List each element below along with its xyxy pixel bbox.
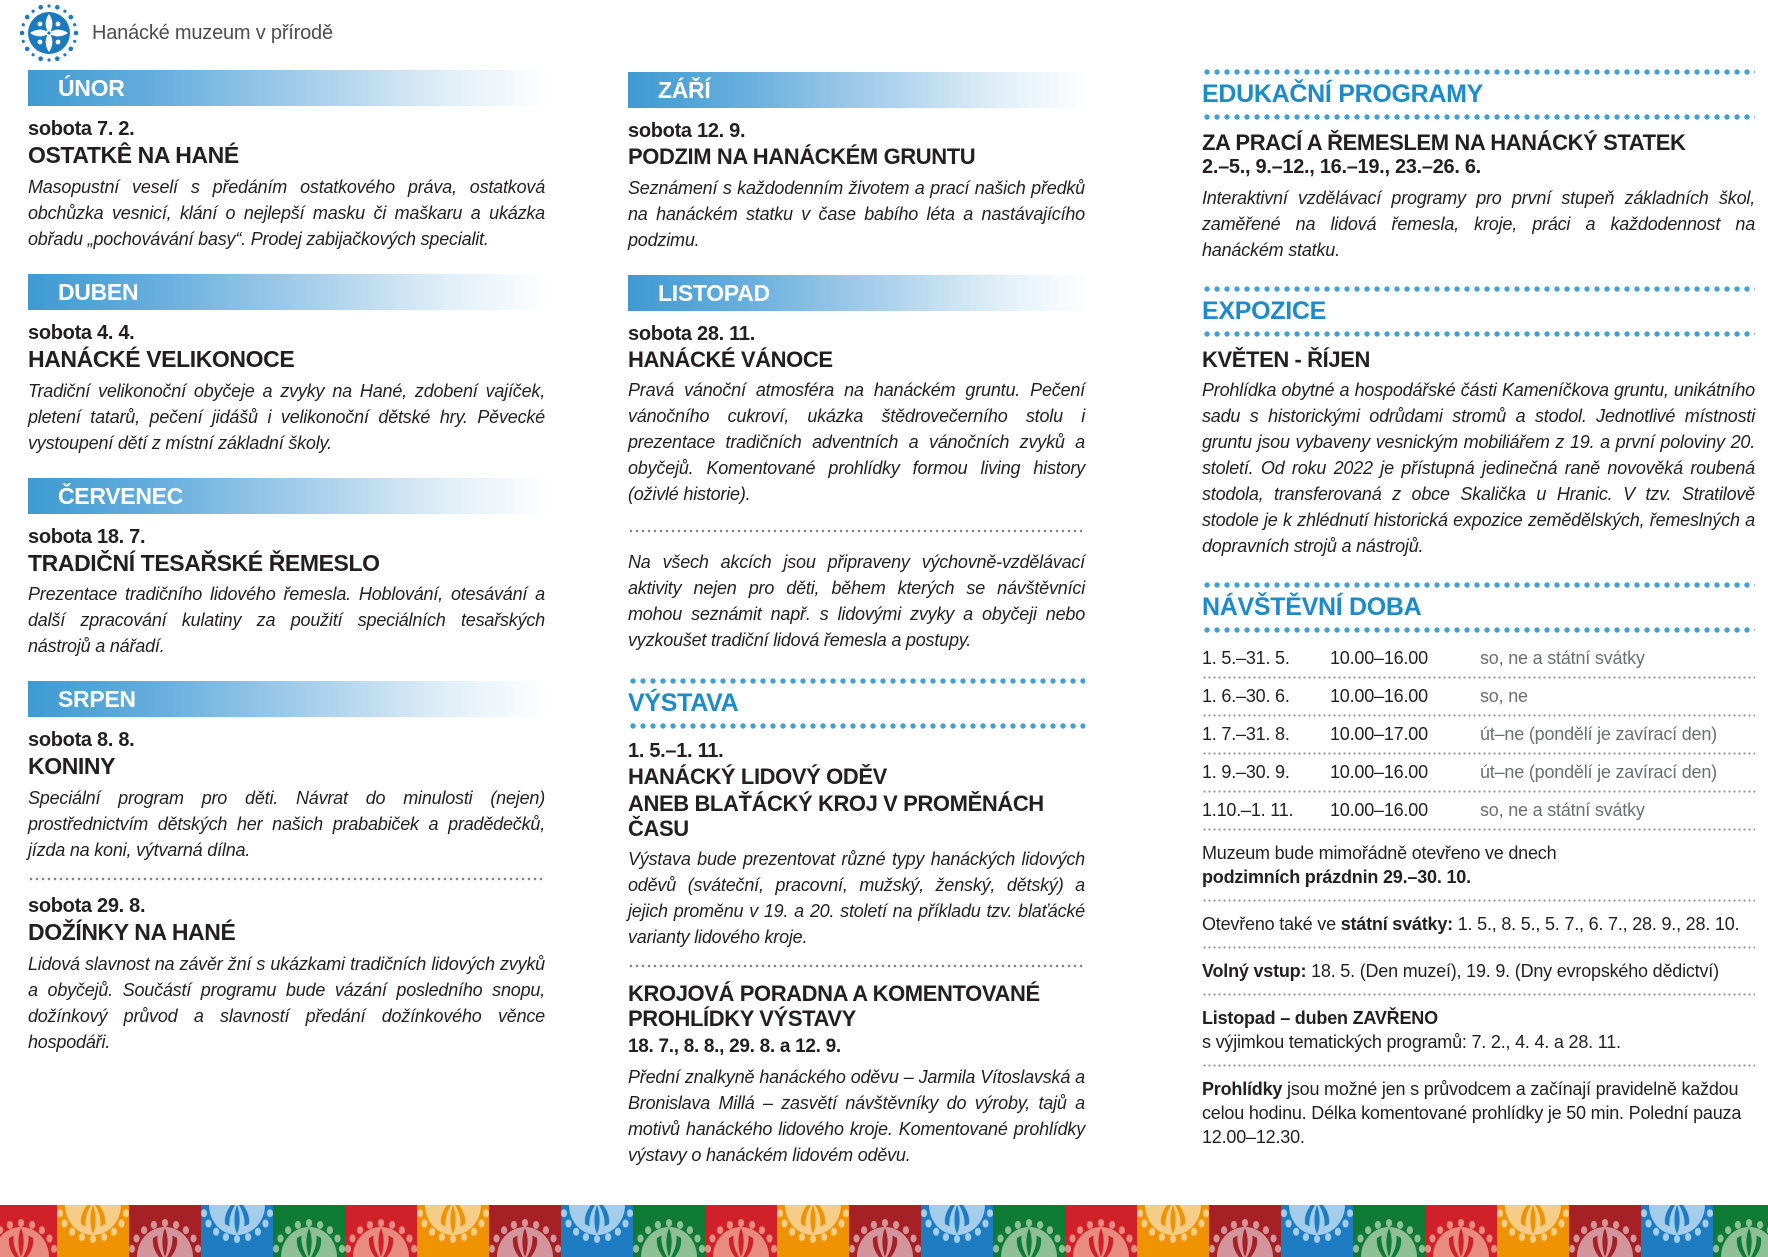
brand-title: Hanácké muzeum v přírodě xyxy=(92,21,333,44)
folk-flower-icon xyxy=(1425,1205,1497,1257)
event-date: sobota 18. 7. xyxy=(28,525,146,548)
blue-dots-border xyxy=(628,677,1085,685)
event-title: OSTATKÊ NA HANÉ xyxy=(28,142,239,168)
folk-ornament-tile-blue xyxy=(201,1205,273,1257)
month-label: DUBEN xyxy=(58,278,139,305)
visiting-notes xyxy=(1202,841,1755,1149)
note-text: jsou možné jen s průvodcem a začínají pravidelně každou celou hodinu. Délka komentované prohlídky je 50 min. Polední pauza 12.00–12.30. xyxy=(1202,1079,1742,1148)
folk-flower-icon xyxy=(1065,1205,1137,1257)
blue-dots-border xyxy=(1202,285,1755,293)
note-text: Otevřeno také ve xyxy=(1202,914,1341,935)
month-label: LISTOPAD xyxy=(658,279,770,306)
folk-flower-icon xyxy=(1353,1205,1425,1257)
folk-flower-icon xyxy=(129,1205,201,1257)
hours-time: 10.00–17.00 xyxy=(1330,724,1428,745)
event-description: Masopustní veselí s předáním ostatkového práva, ostatková obchůzka vesnicí, klání o nejlepší masku či maškaru a ukázka obřadu „pochovávání basy“. Prodej zabijačkových specialit. xyxy=(28,176,545,249)
section-srpen xyxy=(28,681,545,1055)
month-label: ZÁŘÍ xyxy=(658,77,711,103)
folk-flower-icon xyxy=(1209,1205,1281,1257)
dotted-separator xyxy=(28,877,545,881)
event-date: sobota 28. 11. xyxy=(628,322,755,345)
event-title: HANÁCKÉ VÁNOCE xyxy=(628,346,833,372)
event-date: sobota 7. 2. xyxy=(28,118,135,140)
folk-flower-icon xyxy=(849,1205,921,1257)
folk-ornament-tile-orange xyxy=(1497,1205,1569,1257)
event-description: Speciální program pro děti. Návrat do minulosti (nejen) prostřednictvím dětských her našich prababiček a pradědečků, jízda na koni, výtvarná dílna. xyxy=(28,788,545,860)
visiting-note xyxy=(1202,959,1755,983)
dotted-separator xyxy=(1202,676,1755,679)
folk-flower-icon xyxy=(201,1205,273,1257)
folk-ornament-tile-dark-red xyxy=(489,1205,561,1257)
note-bold-text: podzimních prázdnin 29.–30. 10. xyxy=(1202,867,1471,888)
folk-ornament-tile-dark-red xyxy=(849,1205,921,1257)
month-label: ČERVENEC xyxy=(58,482,183,509)
dotted-separator xyxy=(1202,899,1755,902)
folk-ornament-tile-blue xyxy=(1641,1205,1713,1257)
folk-ornament-tile-red xyxy=(705,1205,777,1257)
hours-row xyxy=(1202,796,1755,825)
month-header-duben xyxy=(28,274,545,310)
section-title-navstevni-doba: NÁVŠTĚVNÍ DOBA xyxy=(1202,593,1422,622)
eduk-dates: 2.–5., 9.–12., 16.–19., 23.–26. 6. xyxy=(1202,155,1481,178)
event-title: TRADIČNÍ TESAŘSKÉ ŘEMESLO xyxy=(28,549,380,576)
folk-flower-icon xyxy=(417,1205,489,1257)
hours-time: 10.00–16.00 xyxy=(1330,762,1428,783)
hours-date: 1. 7.–31. 8. xyxy=(1202,724,1290,745)
folk-ornament-tile-blue xyxy=(561,1205,633,1257)
month-label: ÚNOR xyxy=(58,75,125,101)
exhibition-title-line1: HANÁCKÝ LIDOVÝ ODĚV xyxy=(628,764,887,790)
folk-ornament-tile-red xyxy=(1425,1205,1497,1257)
folk-band xyxy=(0,1205,1768,1257)
folk-ornament-tile-red xyxy=(345,1205,417,1257)
folk-flower-icon xyxy=(921,1205,993,1257)
folk-ornament-tile-blue xyxy=(1281,1205,1353,1257)
visiting-note xyxy=(1202,1077,1755,1149)
hours-date: 1. 6.–30. 6. xyxy=(1202,686,1290,707)
folk-ornament-tile-orange xyxy=(57,1205,129,1257)
eduk-description: Interaktivní vzdělávací programy pro první stupeň základních škol, zaměřené na lidová řemesla, kroje, práci a každodennost na hanáckém statku. xyxy=(1202,187,1755,260)
hours-days: út–ne (pondělí je zavírací den) xyxy=(1480,762,1717,783)
note-bold-text: Prohlídky xyxy=(1202,1079,1283,1100)
folk-flower-icon xyxy=(57,1205,129,1257)
hours-days: so, ne a státní svátky xyxy=(1480,648,1645,669)
folk-flower-icon xyxy=(1137,1205,1209,1257)
event-date: sobota 4. 4. xyxy=(28,321,135,344)
note-bold-text: státní svátky: xyxy=(1340,914,1453,935)
section-duben xyxy=(28,274,545,456)
folk-flower-icon xyxy=(1641,1205,1713,1257)
column-right xyxy=(1202,64,1755,1159)
event-date: sobota 8. 8. xyxy=(28,729,135,752)
month-header-srpen xyxy=(28,681,545,717)
hours-row xyxy=(1202,644,1755,673)
visiting-note xyxy=(1202,1006,1755,1054)
eduk-header xyxy=(1202,68,1755,121)
event-description: Seznámení s každodenním životem a prací našich předků na hanáckém statku v čase babího léta a nastávajícího podzimu. xyxy=(628,177,1085,250)
event-date: sobota 29. 8. xyxy=(28,895,146,917)
column-middle xyxy=(628,72,1085,1168)
vystava-header xyxy=(628,677,1085,730)
folk-ornament-tile-dark-red xyxy=(1569,1205,1641,1257)
section-title-vystava: VÝSTAVA xyxy=(628,689,739,718)
folk-flower-icon xyxy=(345,1205,417,1257)
hours-date: 1. 5.–31. 5. xyxy=(1202,648,1290,669)
hours-row xyxy=(1202,682,1755,711)
hours-date: 1. 9.–30. 9. xyxy=(1202,762,1290,783)
section-listopad xyxy=(628,275,1085,508)
folk-ornament-tile-red xyxy=(0,1205,57,1257)
poradna-description: Přední znalkyně hanáckého oděvu – Jarmila Vítoslavská a Bronislava Millá – zasvětí návštěvníky do výroby, tajů a motivů hanáckého lidového kroje. Komentované prohlídky výstavy o hanáckém lidovém oděvu. xyxy=(628,1067,1085,1166)
event-description: Tradiční velikonoční obyčeje a zvyky na Hané, zdobení vajíček, pletení tatarů, pečení jidášů i velikonoční dětské hry. Pěvecké vystoupení dětí z místní základní školy. xyxy=(28,380,545,453)
general-activities-note: Na všech akcích jsou připraveny výchovně-vzdělávací aktivity nejen pro děti, během kterých se návštěvníci mohou seznámit např. s lidovými zvyky a obyčeji nebo vyzkoušet tradiční lidová řemesla a postupy. xyxy=(628,552,1085,651)
month-header-zari xyxy=(628,72,1085,108)
folk-flower-icon xyxy=(1281,1205,1353,1257)
folk-flower-icon xyxy=(705,1205,777,1257)
event-title: PODZIM NA HANÁCKÉM GRUNTU xyxy=(628,144,976,169)
month-label: SRPEN xyxy=(58,686,136,713)
folk-ornament-tile-orange xyxy=(777,1205,849,1257)
blue-dots-border xyxy=(1202,68,1755,76)
exhibition-date: 1. 5.–1. 11. xyxy=(628,740,724,763)
note-text: 1. 5., 8. 5., 5. 7., 6. 7., 28. 9., 28. 10. xyxy=(1452,914,1740,935)
section-title-edukacni-programy: EDUKAČNÍ PROGRAMY xyxy=(1202,80,1484,108)
hours-time: 10.00–16.00 xyxy=(1330,686,1428,707)
dotted-separator xyxy=(1202,993,1755,996)
dotted-separator xyxy=(628,964,1085,968)
section-zari xyxy=(628,72,1085,253)
event-title: KONINY xyxy=(28,753,116,780)
folk-ornament-tile-green xyxy=(1353,1205,1425,1257)
dotted-separator xyxy=(1202,828,1755,831)
dotted-separator xyxy=(1202,752,1755,755)
hours-time: 10.00–16.00 xyxy=(1330,800,1428,821)
hours-date: 1.10.–1. 11. xyxy=(1202,800,1294,821)
event-date: sobota 12. 9. xyxy=(628,120,746,142)
folk-flower-icon xyxy=(561,1205,633,1257)
folk-flower-icon xyxy=(1713,1205,1768,1257)
dotted-separator xyxy=(1202,1064,1755,1067)
note-text: s výjimkou tematických programů: 7. 2., 4. 4. a 28. 11. xyxy=(1202,1032,1621,1053)
folk-flower-icon xyxy=(1569,1205,1641,1257)
poradna-dates: 18. 7., 8. 8., 29. 8. a 12. 9. xyxy=(628,1036,841,1058)
hours-days: so, ne xyxy=(1480,686,1528,707)
folk-ornament-tile-green xyxy=(633,1205,705,1257)
section-title-expozice: EXPOZICE xyxy=(1202,296,1327,325)
visiting-header xyxy=(1202,581,1755,634)
month-header-cervenec xyxy=(28,478,545,514)
hours-time: 10.00–16.00 xyxy=(1330,648,1428,669)
folk-flower-icon xyxy=(1497,1205,1569,1257)
folk-ornament-tile-dark-red xyxy=(1209,1205,1281,1257)
note-text: Muzeum bude mimořádně otevřeno ve dnech xyxy=(1202,843,1557,864)
blue-dots-border xyxy=(1202,626,1755,634)
section-unor xyxy=(28,70,545,252)
event-description: Prezentace tradičního lidového řemesla. Hoblování, otesávání a další zpracování kulatiny za použití speciálních tesařských nástrojů a nářadí. xyxy=(28,584,545,657)
section-cervenec xyxy=(28,478,545,660)
event-description: Lidová slavnost na závěr žní s ukázkami tradičních lidových zvyků a obyčejů. Součástí programu bude vázání posledního snopu, dožínkový průvod a slavností předání dožínkového věnce hospodáři. xyxy=(28,953,545,1052)
exhibition-description: Výstava bude prezentovat různé typy hanáckých lidových oděvů (sváteční, pracovní, mužský, ženský, dětský) a jejich proměnu v 19. a 20. století na příkladu tzv. blaťácké varianty lidového kroje. xyxy=(628,849,1085,948)
blue-dots-border xyxy=(1202,113,1755,121)
folk-ornament-tile-green xyxy=(1713,1205,1768,1257)
dotted-separator xyxy=(1202,790,1755,793)
folk-ornament-tile-orange xyxy=(1137,1205,1209,1257)
note-bold-text: Volný vstup: xyxy=(1202,961,1307,982)
column-left xyxy=(28,70,545,1077)
brand xyxy=(18,2,333,64)
month-header-unor xyxy=(28,70,545,106)
visiting-note xyxy=(1202,912,1755,936)
blue-dots-border xyxy=(628,722,1085,730)
hours-table xyxy=(1202,644,1755,831)
note-bold-text: Listopad – duben ZAVŘENO xyxy=(1202,1008,1438,1029)
hours-row xyxy=(1202,720,1755,749)
folk-ornament-tile-orange xyxy=(417,1205,489,1257)
expozice-subtitle: KVĚTEN - ŘÍJEN xyxy=(1202,346,1370,372)
folk-ornament-tile-dark-red xyxy=(129,1205,201,1257)
folk-ornament-tile-green xyxy=(273,1205,345,1257)
folk-flower-icon xyxy=(273,1205,345,1257)
poradna-title: KROJOVÁ PORADNA A KOMENTOVANÉ PROHLÍDKY VÝSTAVY xyxy=(628,981,1040,1031)
folk-flower-icon xyxy=(777,1205,849,1257)
expozice-header xyxy=(1202,285,1755,338)
visiting-note xyxy=(1202,841,1755,889)
dotted-separator xyxy=(1202,946,1755,949)
folk-ornament-tile-red xyxy=(1065,1205,1137,1257)
expozice-description: Prohlídka obytné a hospodářské části Kameníčkova gruntu, unikátního sadu s historickými odrůdami stromů a stodol. Jednotlivé místnosti gruntu jsou vybaveny vesnickým mobiliářem z 19. a první poloviny 20. století. Od roku 2022 je přístupná jedinečná raně novověká roubená stodola, transferovaná z obce Skalička u Hranic. V tzv. Stratilově stodole je k zhlédnutí historická expozice zemědělských, řemeslných a dopravních strojů a nástrojů. xyxy=(1202,380,1755,557)
hours-row xyxy=(1202,758,1755,787)
blue-dots-border xyxy=(1202,581,1755,589)
hours-days: so, ne a státní svátky xyxy=(1480,800,1645,821)
folk-ornament-tile-green xyxy=(993,1205,1065,1257)
note-text: 18. 5. (Den muzeí), 19. 9. (Dny evropského dědictví) xyxy=(1306,961,1719,982)
event-description: Pravá vánoční atmosféra na hanáckém gruntu. Pečení vánočního cukroví, ukázka štědrovečerního stolu i prezentace tradičních adventních a vánočních zvyků a obyčejů. Komentované prohlídky formou living history (oživlé historie). xyxy=(628,380,1085,505)
museum-logo-icon xyxy=(18,2,80,64)
blue-dots-border xyxy=(1202,330,1755,338)
event-title: HANÁCKÉ VELIKONOCE xyxy=(28,345,295,372)
hours-days: út–ne (pondělí je zavírací den) xyxy=(1480,724,1717,745)
eduk-title: ZA PRACÍ A ŘEMESLEM NA HANÁCKÝ STATEK xyxy=(1202,130,1686,155)
folk-flower-icon xyxy=(489,1205,561,1257)
folk-ornament-tile-blue xyxy=(921,1205,993,1257)
folk-flower-icon xyxy=(993,1205,1065,1257)
month-header-listopad xyxy=(628,275,1085,311)
dotted-separator xyxy=(628,529,1085,533)
event-title: DOŽÍNKY NA HANÉ xyxy=(28,919,236,945)
folk-flower-icon xyxy=(0,1205,57,1257)
folk-flower-icon xyxy=(633,1205,705,1257)
exhibition-title-line2: ANEB BLAŤÁCKÝ KROJ V PROMĚNÁCH ČASU xyxy=(628,790,1044,841)
dotted-separator xyxy=(1202,714,1755,717)
